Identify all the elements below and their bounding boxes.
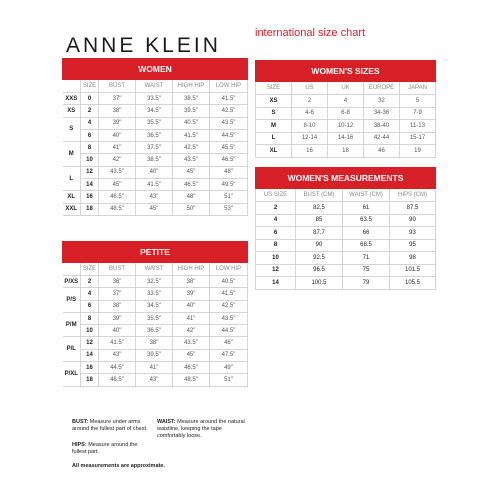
measurement-cell: 33.5" [136, 288, 173, 300]
size-number: 8 [81, 142, 99, 154]
value-cell: 87.5 [390, 202, 436, 215]
measurement-cell: 34.5" [136, 105, 173, 117]
column-header: US SIZE [256, 189, 296, 202]
measurement-cell: 45" [173, 166, 210, 178]
table-row [63, 374, 248, 386]
measurement-cell: 42" [99, 154, 136, 166]
value-cell: 46 [364, 145, 400, 158]
measurement-cell: 43.5" [173, 154, 210, 166]
note-approx: All measurements are approximate. [72, 463, 165, 469]
column-header: WAIST [136, 80, 173, 93]
table-title: WOMEN [63, 59, 248, 80]
size-label: 10 [256, 252, 296, 265]
measurement-cell: 42.5" [210, 105, 248, 117]
size-label: 8 [256, 239, 296, 252]
table-row [63, 312, 248, 324]
column-header: UK [328, 82, 364, 95]
table-row [256, 145, 436, 158]
measurement-cell: 43.5" [210, 117, 248, 129]
size-group-label: XXL [63, 203, 81, 215]
size-group-label: S [63, 117, 81, 142]
measurement-cell: 46.5" [99, 374, 136, 386]
measurement-cell: 48" [210, 166, 248, 178]
measurement-cell: 42.5" [173, 142, 210, 154]
size-group-label: P/L [63, 337, 81, 362]
size-label: 2 [256, 202, 296, 215]
size-number: 16 [81, 362, 99, 374]
note-hips-text: Measure around the fullest part. [72, 442, 138, 455]
measurement-cell: 47.5" [210, 349, 248, 361]
column-header: LOW HIP [210, 80, 248, 93]
measurement-cell: 42.5" [210, 300, 248, 312]
measurement-cell: 43" [136, 374, 173, 386]
table-title-row [63, 59, 248, 80]
value-cell: 10-12 [328, 120, 364, 133]
column-header: HIPS (CM) [390, 189, 436, 202]
table-row [63, 349, 248, 361]
measurement-cell: 41.5" [136, 179, 173, 191]
measurement-cell: 43.5" [210, 312, 248, 324]
table-row [256, 95, 436, 108]
measurement-cell: 45" [99, 179, 136, 191]
value-cell: 42-44 [364, 132, 400, 145]
value-cell: 8-10 [292, 120, 328, 133]
size-number: 8 [81, 312, 99, 324]
value-cell: 95 [390, 239, 436, 252]
measurements-table-body [256, 168, 436, 290]
measurement-cell: 43" [99, 349, 136, 361]
measurement-cell: 44.5" [99, 362, 136, 374]
size-number: 18 [81, 203, 99, 215]
table-row [256, 277, 436, 290]
value-cell: 4 [328, 95, 364, 108]
measurement-cell: 35.5" [136, 117, 173, 129]
womens-measurements-table [255, 167, 436, 290]
value-cell: 85 [296, 214, 343, 227]
measurement-cell: 40" [99, 325, 136, 337]
women-table-body [63, 59, 248, 216]
measurement-cell: 41.5" [99, 337, 136, 349]
note-waist [157, 419, 249, 440]
table-title-row [63, 242, 248, 263]
size-number: 10 [81, 325, 99, 337]
note-waist-text: Measure around the natural waistline, keeping the tape comfortably loose. [157, 419, 245, 439]
table-row [256, 264, 436, 277]
value-cell: 16 [292, 145, 328, 158]
table-row [256, 227, 436, 240]
measurement-cell: 40.5" [173, 117, 210, 129]
measurement-cell: 32.5" [136, 276, 173, 288]
size-label: 4 [256, 214, 296, 227]
petite-table-body [63, 242, 248, 387]
measurement-cell: 43.5" [99, 166, 136, 178]
table-row [256, 239, 436, 252]
measurement-cell: 39.5" [136, 349, 173, 361]
table-row [63, 166, 248, 178]
note-hips [72, 442, 152, 456]
table-row [63, 179, 248, 191]
value-cell: 4-6 [292, 107, 328, 120]
value-cell: 105.5 [390, 277, 436, 290]
header-spacer [63, 80, 81, 93]
measurement-cell: 51" [210, 191, 248, 203]
table-row [256, 107, 436, 120]
value-cell: 90 [390, 214, 436, 227]
measurement-cell: 46.5" [173, 362, 210, 374]
value-cell: 11-13 [400, 120, 436, 133]
table-title: WOMEN'S MEASUREMENTS [256, 168, 436, 189]
value-cell: 2 [292, 95, 328, 108]
measurement-cell: 45" [173, 349, 210, 361]
size-number: 0 [81, 93, 99, 105]
size-number: 12 [81, 166, 99, 178]
value-cell: 63.5 [343, 214, 390, 227]
womens-sizes-table [255, 60, 436, 158]
column-header: US [292, 82, 328, 95]
column-header: HIGH HIP [173, 263, 210, 276]
size-number: 2 [81, 105, 99, 117]
value-cell: 96.5 [296, 264, 343, 277]
table-row [63, 300, 248, 312]
table-header-row [256, 82, 436, 95]
value-cell: 87.7 [296, 227, 343, 240]
column-header: EUROPE [364, 82, 400, 95]
note-hips-label: HIPS: [72, 442, 87, 448]
value-cell: 61 [343, 202, 390, 215]
measurement-cell: 36" [99, 276, 136, 288]
measurement-cell: 51" [210, 374, 248, 386]
measurement-cell: 41.5" [210, 288, 248, 300]
size-label: L [256, 132, 292, 145]
measurement-cell: 49.5" [210, 179, 248, 191]
measurement-cell: 36.5" [136, 325, 173, 337]
value-cell: 93 [390, 227, 436, 240]
value-cell: 19 [400, 145, 436, 158]
table-row [256, 252, 436, 265]
size-number: 12 [81, 337, 99, 349]
size-group-label: P/M [63, 312, 81, 337]
measurement-cell: 40" [99, 129, 136, 141]
value-cell: 101.5 [390, 264, 436, 277]
measurement-cell: 44.5" [210, 325, 248, 337]
value-cell: 7-9 [400, 107, 436, 120]
value-cell: 82.5 [296, 202, 343, 215]
measurement-cell: 46.5" [210, 154, 248, 166]
table-title-row [256, 61, 436, 82]
size-number: 14 [81, 349, 99, 361]
size-label: M [256, 120, 292, 133]
women-size-table [62, 58, 248, 216]
measurement-cell: 39" [99, 117, 136, 129]
measurement-cell: 48" [173, 191, 210, 203]
table-row [63, 105, 248, 117]
measurement-cell: 39" [99, 312, 136, 324]
column-header: JAPAN [400, 82, 436, 95]
size-label: 14 [256, 277, 296, 290]
measurement-cell: 46.5" [173, 179, 210, 191]
measurement-cell: 39.5" [173, 105, 210, 117]
measurement-cell: 40" [136, 166, 173, 178]
sizes-table-body [256, 61, 436, 158]
size-number: 6 [81, 300, 99, 312]
size-group-label: XXS [63, 93, 81, 105]
measurement-cell: 49" [210, 362, 248, 374]
measurement-cell: 38" [136, 337, 173, 349]
size-group-label: M [63, 142, 81, 167]
measurement-cell: 48.5" [99, 203, 136, 215]
measurement-cell: 38" [99, 300, 136, 312]
table-row [63, 337, 248, 349]
measurement-cell: 36.5" [136, 129, 173, 141]
size-number: 18 [81, 374, 99, 386]
measurement-cell: 38.5" [136, 154, 173, 166]
size-label: 6 [256, 227, 296, 240]
measurement-cell: 38" [99, 105, 136, 117]
table-row [63, 191, 248, 203]
measurement-cell: 37" [99, 288, 136, 300]
table-row [256, 132, 436, 145]
header-spacer [63, 263, 81, 276]
table-row [256, 214, 436, 227]
table-title-row [256, 168, 436, 189]
value-cell: 98 [390, 252, 436, 265]
measurement-cell: 37" [99, 93, 136, 105]
size-label: 12 [256, 264, 296, 277]
value-cell: 71 [343, 252, 390, 265]
measurement-cell: 41.5" [173, 129, 210, 141]
measurement-cell: 34.5" [136, 300, 173, 312]
measurement-cell: 39" [173, 288, 210, 300]
column-header: SIZE [81, 263, 99, 276]
table-row [63, 93, 248, 105]
size-label: XS [256, 95, 292, 108]
size-number: 14 [81, 179, 99, 191]
measurement-cell: 43" [136, 191, 173, 203]
column-header: SIZE [256, 82, 292, 95]
column-header: LOW HIP [210, 263, 248, 276]
measurement-cell: 45.5" [210, 142, 248, 154]
column-header: WAIST [136, 263, 173, 276]
note-bust-text: Measure under arms around the fullest part of chest. [72, 419, 148, 432]
value-cell: 100.5 [296, 277, 343, 290]
value-cell: 92.5 [296, 252, 343, 265]
measurement-cell: 35.5" [136, 312, 173, 324]
size-label: S [256, 107, 292, 120]
table-row [63, 129, 248, 141]
petite-size-table [62, 241, 248, 387]
measurement-cell: 41" [99, 142, 136, 154]
measurement-cell: 41" [173, 312, 210, 324]
value-cell: 90 [296, 239, 343, 252]
measurement-cell: 50" [173, 203, 210, 215]
table-row [63, 154, 248, 166]
column-header: BUST [99, 263, 136, 276]
table-header-row [63, 80, 248, 93]
column-header: HIGH HIP [173, 80, 210, 93]
measurement-cell: 45" [136, 203, 173, 215]
measurement-cell: 53" [210, 203, 248, 215]
value-cell: 32 [364, 95, 400, 108]
size-number: 4 [81, 288, 99, 300]
value-cell: 14-16 [328, 132, 364, 145]
measurement-cell: 40.5" [210, 276, 248, 288]
table-row [63, 117, 248, 129]
measurement-cell: 33.5" [136, 93, 173, 105]
column-header: BUST (CM) [296, 189, 343, 202]
size-number: 6 [81, 129, 99, 141]
measurement-cell: 38" [173, 276, 210, 288]
measurement-cell: 40" [173, 300, 210, 312]
measurement-cell: 42" [173, 325, 210, 337]
measurement-cell: 41.5" [210, 93, 248, 105]
measurement-cell: 41" [136, 362, 173, 374]
value-cell: 15-17 [400, 132, 436, 145]
size-number: 16 [81, 191, 99, 203]
column-header: BUST [99, 80, 136, 93]
size-group-label: XS [63, 105, 81, 117]
table-header-row [256, 189, 436, 202]
value-cell: 5 [400, 95, 436, 108]
value-cell: 12-14 [292, 132, 328, 145]
value-cell: 38-40 [364, 120, 400, 133]
table-title: WOMEN'S SIZES [256, 61, 436, 82]
note-bust-label: BUST: [72, 419, 89, 425]
table-title: PETITE [63, 242, 248, 263]
measurement-cell: 43.5" [173, 337, 210, 349]
size-label: XL [256, 145, 292, 158]
table-row [256, 120, 436, 133]
measurement-cell: 48.5" [173, 374, 210, 386]
size-group-label: P/XL [63, 362, 81, 387]
note-waist-label: WAIST: [157, 419, 176, 425]
size-group-label: P/S [63, 288, 81, 313]
table-row [256, 202, 436, 215]
table-row [63, 276, 248, 288]
size-group-label: P/XS [63, 276, 81, 288]
table-row [63, 362, 248, 374]
column-header: WAIST (CM) [343, 189, 390, 202]
size-number: 10 [81, 154, 99, 166]
note-bust [72, 419, 152, 433]
table-row [63, 203, 248, 215]
size-group-label: XL [63, 191, 81, 203]
value-cell: 18 [328, 145, 364, 158]
measurement-cell: 37.5" [136, 142, 173, 154]
brand-logo: ANNE KLEIN [66, 34, 221, 57]
size-number: 2 [81, 276, 99, 288]
value-cell: 68.5 [343, 239, 390, 252]
table-row [63, 142, 248, 154]
measurement-cell: 46.5" [99, 191, 136, 203]
value-cell: 79 [343, 277, 390, 290]
size-number: 4 [81, 117, 99, 129]
value-cell: 75 [343, 264, 390, 277]
size-group-label: L [63, 166, 81, 191]
table-row [63, 288, 248, 300]
page-subtitle: international size chart [255, 27, 366, 39]
column-header: SIZE [81, 80, 99, 93]
measurement-cell: 44.5" [210, 129, 248, 141]
measurement-cell: 38.5" [173, 93, 210, 105]
measurement-cell: 46" [210, 337, 248, 349]
value-cell: 34-36 [364, 107, 400, 120]
table-header-row [63, 263, 248, 276]
value-cell: 6-8 [328, 107, 364, 120]
table-row [63, 325, 248, 337]
value-cell: 66 [343, 227, 390, 240]
